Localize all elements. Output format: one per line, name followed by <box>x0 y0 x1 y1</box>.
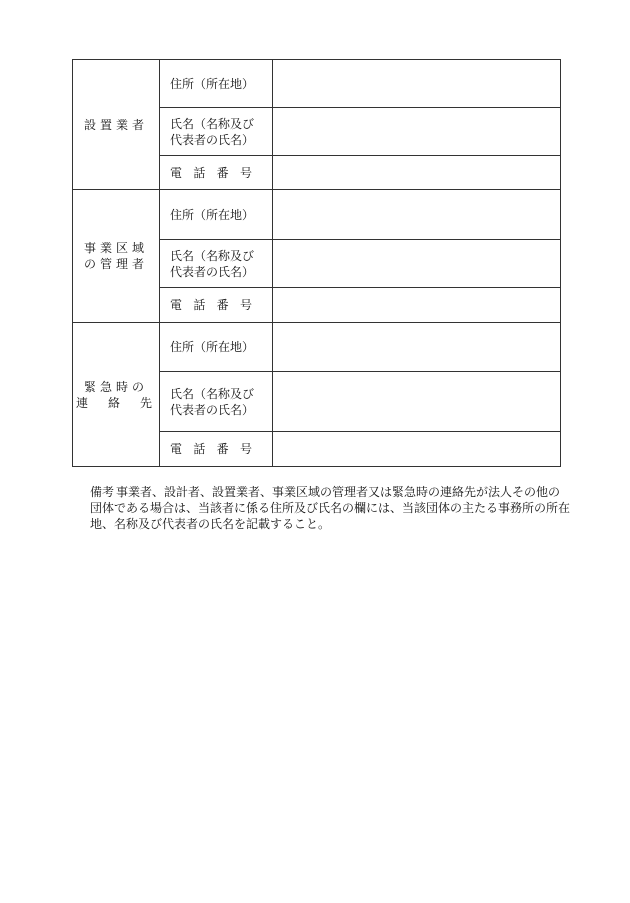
label-char: 番 <box>216 442 229 456</box>
group-label-line: 緊急時の <box>83 379 148 394</box>
group-label-line: の管理者 <box>83 257 148 271</box>
label-char: 電 <box>170 442 183 456</box>
label-char: 号 <box>239 165 252 180</box>
label-char: 番 <box>216 165 229 180</box>
label-char: 番 <box>216 298 229 312</box>
value-cell-name[interactable] <box>273 108 561 156</box>
remarks-text: 事業者、設計者、設置業者、事業区域の管理者又は緊急時の連絡先が法人その他の団体である場合は、当該者に係る住所及び氏名の欄には、当該団体の主たる事務所の所在地、名称及び代表者の氏名を記載すること。 <box>90 485 571 531</box>
value-cell-address[interactable] <box>273 60 561 108</box>
row-label-line: 氏名（名称及び <box>170 116 255 131</box>
row-label-address <box>160 190 273 240</box>
row-label-address <box>160 323 273 372</box>
group-label-site-manager <box>73 190 160 323</box>
table-row <box>73 190 561 240</box>
row-label-line: 住所（所在地） <box>170 340 255 354</box>
row-label-name <box>160 240 273 288</box>
row-label-line: 住所（所在地） <box>170 76 255 91</box>
label-char: 話 <box>193 165 206 180</box>
group-label-installer <box>73 60 160 190</box>
value-cell-name[interactable] <box>273 240 561 288</box>
row-label-line: 住所（所在地） <box>170 207 255 222</box>
label-char: 号 <box>239 442 252 456</box>
value-cell-phone[interactable] <box>273 432 561 467</box>
value-cell-address[interactable] <box>273 190 561 240</box>
group-label-line: 設置業者 <box>83 117 148 132</box>
label-char: 電 <box>170 165 183 180</box>
row-label-line: 氏名（名称及び <box>170 248 255 263</box>
row-label-phone <box>160 288 273 323</box>
group-label-line: 事業区域 <box>83 241 148 255</box>
table-row <box>73 323 561 372</box>
row-label-line: 代表者の氏名） <box>170 264 255 279</box>
value-cell-address[interactable] <box>273 323 561 372</box>
value-cell-phone[interactable] <box>273 156 561 190</box>
row-label-line: 代表者の氏名） <box>170 402 255 417</box>
value-cell-name[interactable] <box>273 372 561 432</box>
table-row <box>73 60 561 108</box>
row-label-line: 代表者の氏名） <box>170 132 255 147</box>
group-label-line: 連 絡 先 <box>75 395 156 410</box>
label-char: 話 <box>193 442 206 456</box>
label-char: 話 <box>193 298 206 312</box>
spaced-label <box>170 297 252 313</box>
row-label-line: 氏名（名称及び <box>170 386 255 401</box>
group-label-emergency-contact <box>73 323 160 467</box>
spaced-label <box>170 165 252 181</box>
row-label-name <box>160 108 273 156</box>
value-cell-phone[interactable] <box>273 288 561 323</box>
row-label-address <box>160 60 273 108</box>
remarks-heading: 備考 <box>90 485 115 499</box>
label-char: 号 <box>239 298 252 312</box>
row-label-phone <box>160 432 273 467</box>
label-char: 電 <box>170 298 183 312</box>
remarks-note <box>90 484 570 532</box>
row-label-phone <box>160 156 273 190</box>
contact-form-table <box>72 59 561 467</box>
spaced-label <box>170 441 252 457</box>
row-label-name <box>160 372 273 432</box>
